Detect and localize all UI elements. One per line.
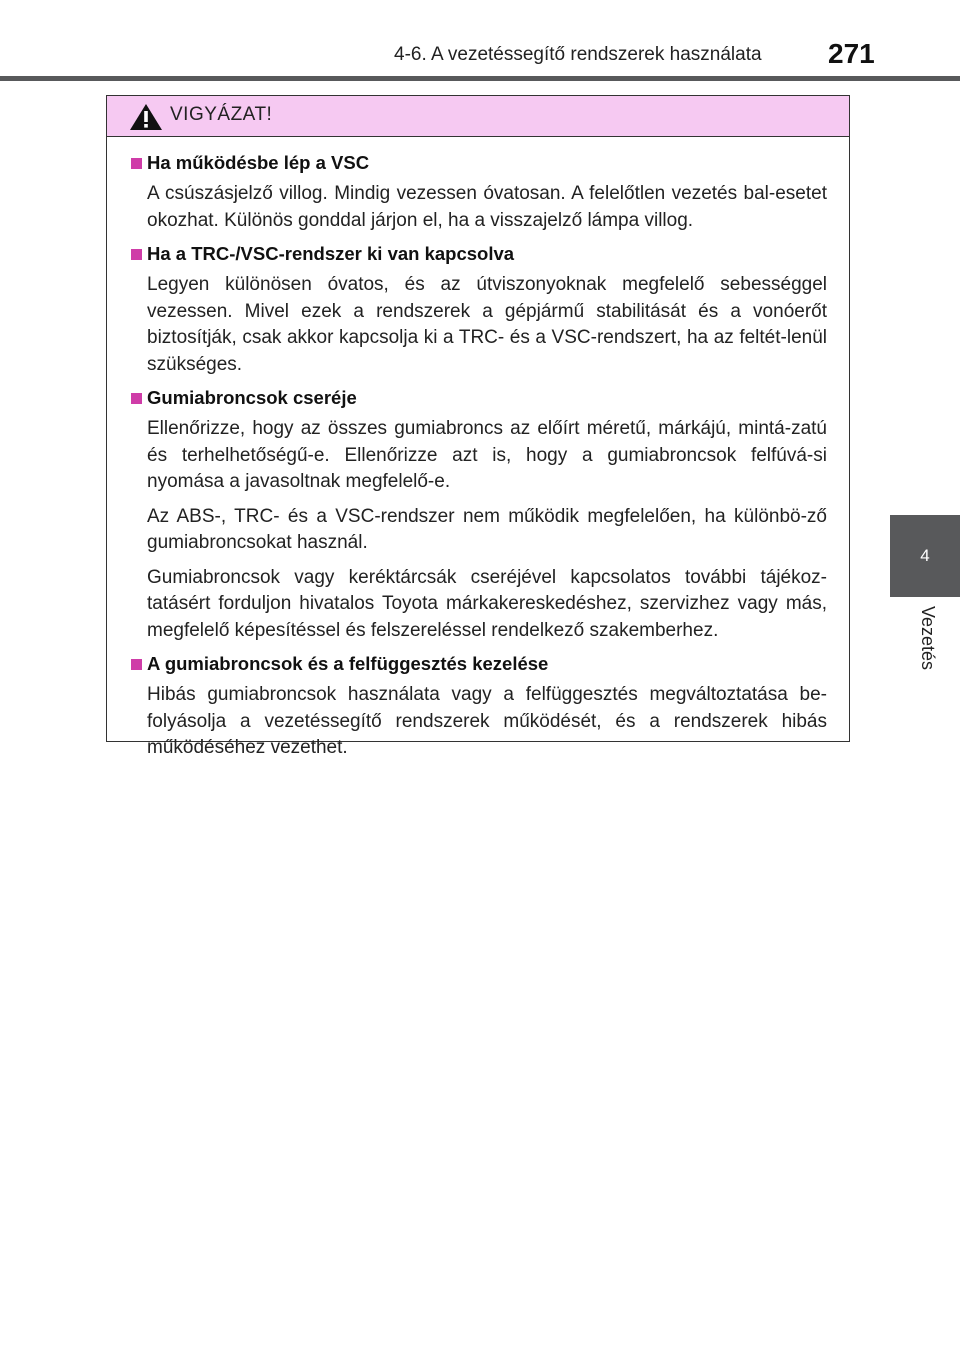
section-heading	[131, 652, 827, 676]
section-tire-replacement	[131, 386, 827, 644]
bullet-square-icon	[131, 393, 142, 404]
section-vsc-active	[131, 151, 827, 234]
section-heading-text: Ha a TRC-/VSC-rendszer ki van kapcsolva	[147, 243, 515, 264]
chapter-label: Vezetés	[918, 606, 938, 671]
paragraph: Hibás gumiabroncsok használata vagy a felfüggesztés megváltoztatása be-folyásolja a vezetéssegítő rendszerek működését, és a rendszerek hibás működéséhez vezethet.	[147, 684, 827, 758]
bullet-square-icon	[131, 659, 142, 670]
chapter-tab	[890, 515, 960, 597]
section-heading-text: Ha működésbe lép a VSC	[147, 152, 370, 173]
paragraph: Gumiabroncsok vagy keréktárcsák cseréjével kapcsolatos további tájékoz-tatásért forduljon hivatalos Toyota márkakereskedéshez, szervizhez vagy más, megfelelő képesítéssel és felszereléssel rendelkező szakemberhez.	[147, 566, 827, 641]
section-trc-vsc-off	[131, 242, 827, 378]
section-heading	[131, 151, 827, 175]
section-heading-text: Gumiabroncsok cseréje	[147, 387, 357, 408]
paragraph: Az ABS-, TRC- és a VSC-rendszer nem működik megfelelően, ha különbö-ző gumiabroncsokat használ.	[147, 505, 827, 553]
page-header-title: 4-6. A vezetéssegítő rendszerek használata	[394, 44, 762, 65]
warning-triangle-icon	[129, 103, 163, 131]
section-heading-text: A gumiabroncsok és a felfüggesztés kezelése	[147, 653, 549, 674]
section-heading	[131, 242, 827, 266]
paragraph: Ellenőrizze, hogy az összes gumiabroncs az előírt méretű, márkájú, mintá-zatú és terhelhetőségű-e. Ellenőrizze azt is, hogy a gumiabroncsok felfúvá-si nyomása a javasoltnak megfelelő-e.	[147, 418, 827, 492]
warning-title: VIGYÁZAT!	[170, 104, 273, 125]
header-rule	[0, 76, 960, 81]
paragraph: Legyen különösen óvatos, és az útviszonyoknak megfelelő sebességgel vezessen. Mivel ezek a rendszerek a gépjármű stabilitását és a vonóerőt biztosítják, csak akkor kapcsolja ki a TRC- és a VSC-rendszert, ha az feltét-lenül szükséges.	[147, 274, 827, 375]
warning-box	[106, 95, 850, 758]
chapter-number: 4	[920, 546, 930, 565]
warning-content	[107, 137, 849, 762]
bullet-square-icon	[131, 249, 142, 260]
bullet-square-icon	[131, 158, 142, 169]
page-number: 271	[828, 38, 875, 69]
section-heading	[131, 386, 827, 410]
paragraph: A csúszásjelző villog. Mindig vezessen óvatosan. A felelőtlen vezetés bal-esetet okozhat. Különös gonddal járjon el, ha a visszajelző lámpa villog.	[147, 183, 827, 231]
section-tire-suspension-handling	[131, 652, 827, 762]
warning-header	[107, 96, 849, 137]
